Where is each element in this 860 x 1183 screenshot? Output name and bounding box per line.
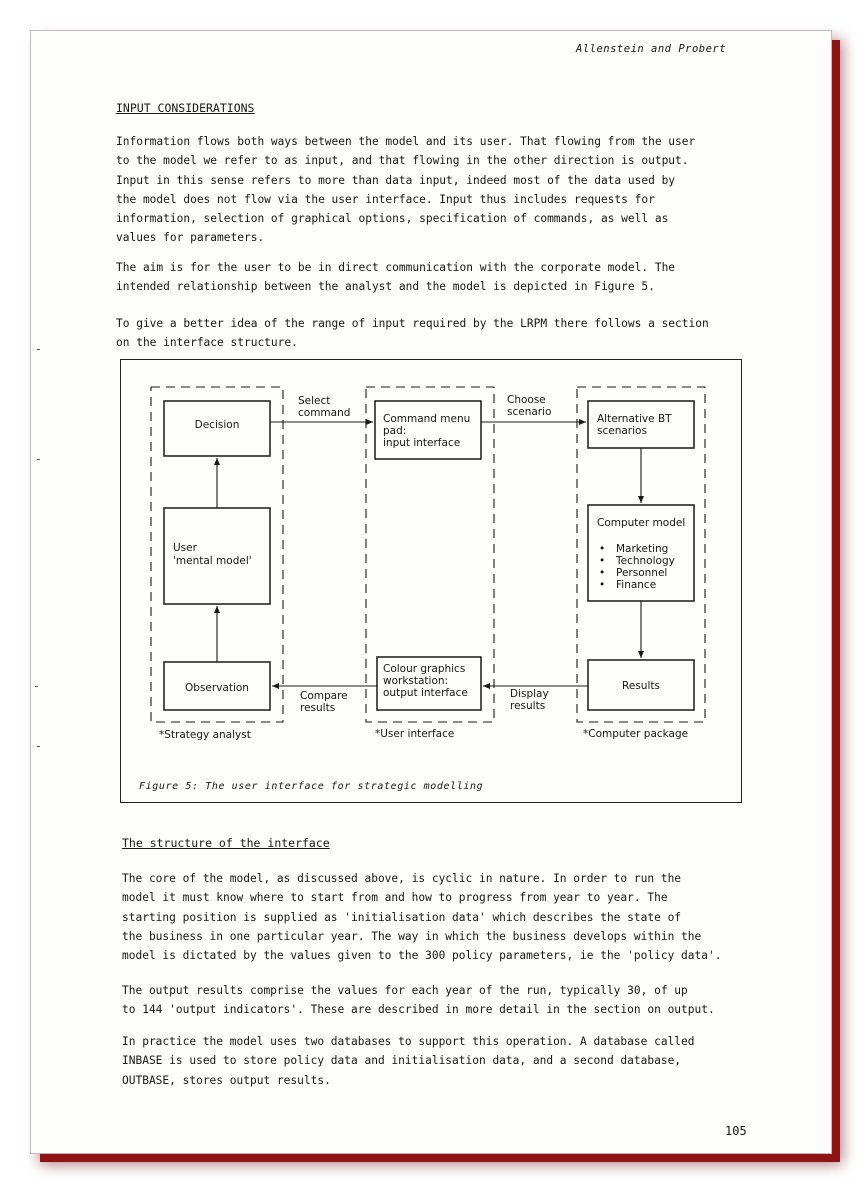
group-label-analyst: *Strategy analyst (159, 729, 251, 741)
group-label-package: *Computer package (583, 728, 689, 740)
computer-model-title: Computer model (597, 517, 686, 529)
arrow-label-compare: results (300, 702, 336, 714)
text-line: information, selection of graphical options, specification of commands, as well as (116, 212, 669, 226)
arrow-label-select: command (298, 407, 351, 419)
text-line: Information flows both ways between the model and its user. That flowing from the user (116, 135, 696, 148)
text-line: OUTBASE, stores output results. (122, 1073, 331, 1087)
paragraph (122, 869, 721, 965)
text-line: model it must know where to start from and how to progress from year to year. The (122, 891, 668, 905)
running-head: Allenstein and Probert (576, 43, 727, 55)
scan-mark (37, 459, 40, 460)
text-line: to 144 'output indicators'. These are described in more detail in the section on output. (122, 1003, 715, 1017)
figure-caption: Figure 5: The user interface for strategic modelling (139, 781, 484, 792)
command-menu-label: input interface (383, 437, 461, 449)
decision-label: Decision (194, 419, 240, 431)
arrow-label-select: Select (298, 395, 331, 407)
text-line: the model does not flow via the user interface. Input thus includes requests for (116, 192, 655, 206)
scan-mark (37, 349, 40, 350)
text-line: model is dictated by the values given to the 300 policy parameters, ie the 'policy data'. (122, 949, 722, 963)
bullet-icon: • (599, 555, 606, 567)
section-heading-input: INPUT CONSIDERATIONS (116, 101, 255, 115)
scan-mark (35, 686, 38, 687)
text-line: starting position is supplied as 'initialisation data' which describes the state of (122, 910, 682, 924)
bullet-icon: • (599, 579, 606, 591)
alternative-label: scenarios (597, 425, 647, 437)
results-label: Results (622, 680, 660, 692)
paragraph (116, 314, 709, 353)
arrow-label-choose: Choose (507, 394, 546, 406)
text-line: In practice the model uses two databases to support this operation. A database called (122, 1035, 695, 1048)
paragraph (116, 132, 695, 248)
paragraph (122, 981, 715, 1020)
computer-model-item: Finance (616, 579, 657, 591)
bullet-icon: • (599, 567, 606, 579)
text-line: The aim is for the user to be in direct communication with the corporate model. The (116, 261, 676, 274)
text-line: The core of the model, as discussed above, is cyclic in nature. In order to run the (122, 872, 682, 885)
scan-mark (37, 746, 40, 747)
text-line: to the model we refer to as input, and that flowing in the other direction is output. (116, 154, 689, 168)
colour-graphics-label: output interface (383, 687, 468, 699)
text-line: intended relationship between the analyst and the model is depicted in Figure 5. (116, 280, 655, 294)
text-line: Input in this sense refers to more than data input, indeed most of the data used by (116, 173, 676, 187)
figure-diagram (121, 360, 741, 802)
text-line: INBASE is used to store policy data and initialisation data, and a second database, (122, 1054, 682, 1068)
computer-model-item: Technology (616, 555, 675, 567)
colour-graphics-label: workstation: (383, 675, 449, 687)
section-heading-structure: The structure of the interface (122, 836, 330, 850)
text-line: on the interface structure. (116, 336, 298, 350)
text-line: values for parameters. (116, 231, 265, 245)
user-model-label: 'mental model' (173, 555, 252, 567)
text-line: To give a better idea of the range of input required by the LRPM there follows a section (116, 317, 709, 330)
group-label-interface: *User interface (375, 728, 455, 740)
document-page (30, 30, 832, 1154)
colour-graphics-label: Colour graphics (383, 663, 466, 675)
computer-model-item: Personnel (616, 567, 668, 579)
arrow-label-choose: scenario (507, 406, 552, 418)
paragraph (116, 258, 675, 297)
text-line: the business in one particular year. The way in which the business develops within the (122, 929, 702, 943)
command-menu-label: Command menu (383, 413, 471, 425)
alternative-label: Alternative BT (597, 413, 672, 425)
arrow-label-compare: Compare (300, 690, 348, 702)
arrow-label-display: Display (510, 688, 549, 700)
user-model-label: User (173, 542, 197, 554)
text-line: The output results comprise the values for each year of the run, typically 30, of up (122, 984, 688, 997)
computer-model-item: Marketing (616, 543, 669, 555)
page-number: 105 (725, 1124, 747, 1138)
command-menu-label: pad: (383, 425, 407, 437)
paragraph (122, 1032, 695, 1090)
bullet-icon: • (599, 543, 606, 555)
arrow-label-display: results (510, 700, 546, 712)
figure-5 (120, 359, 742, 803)
observation-label: Observation (185, 682, 249, 694)
